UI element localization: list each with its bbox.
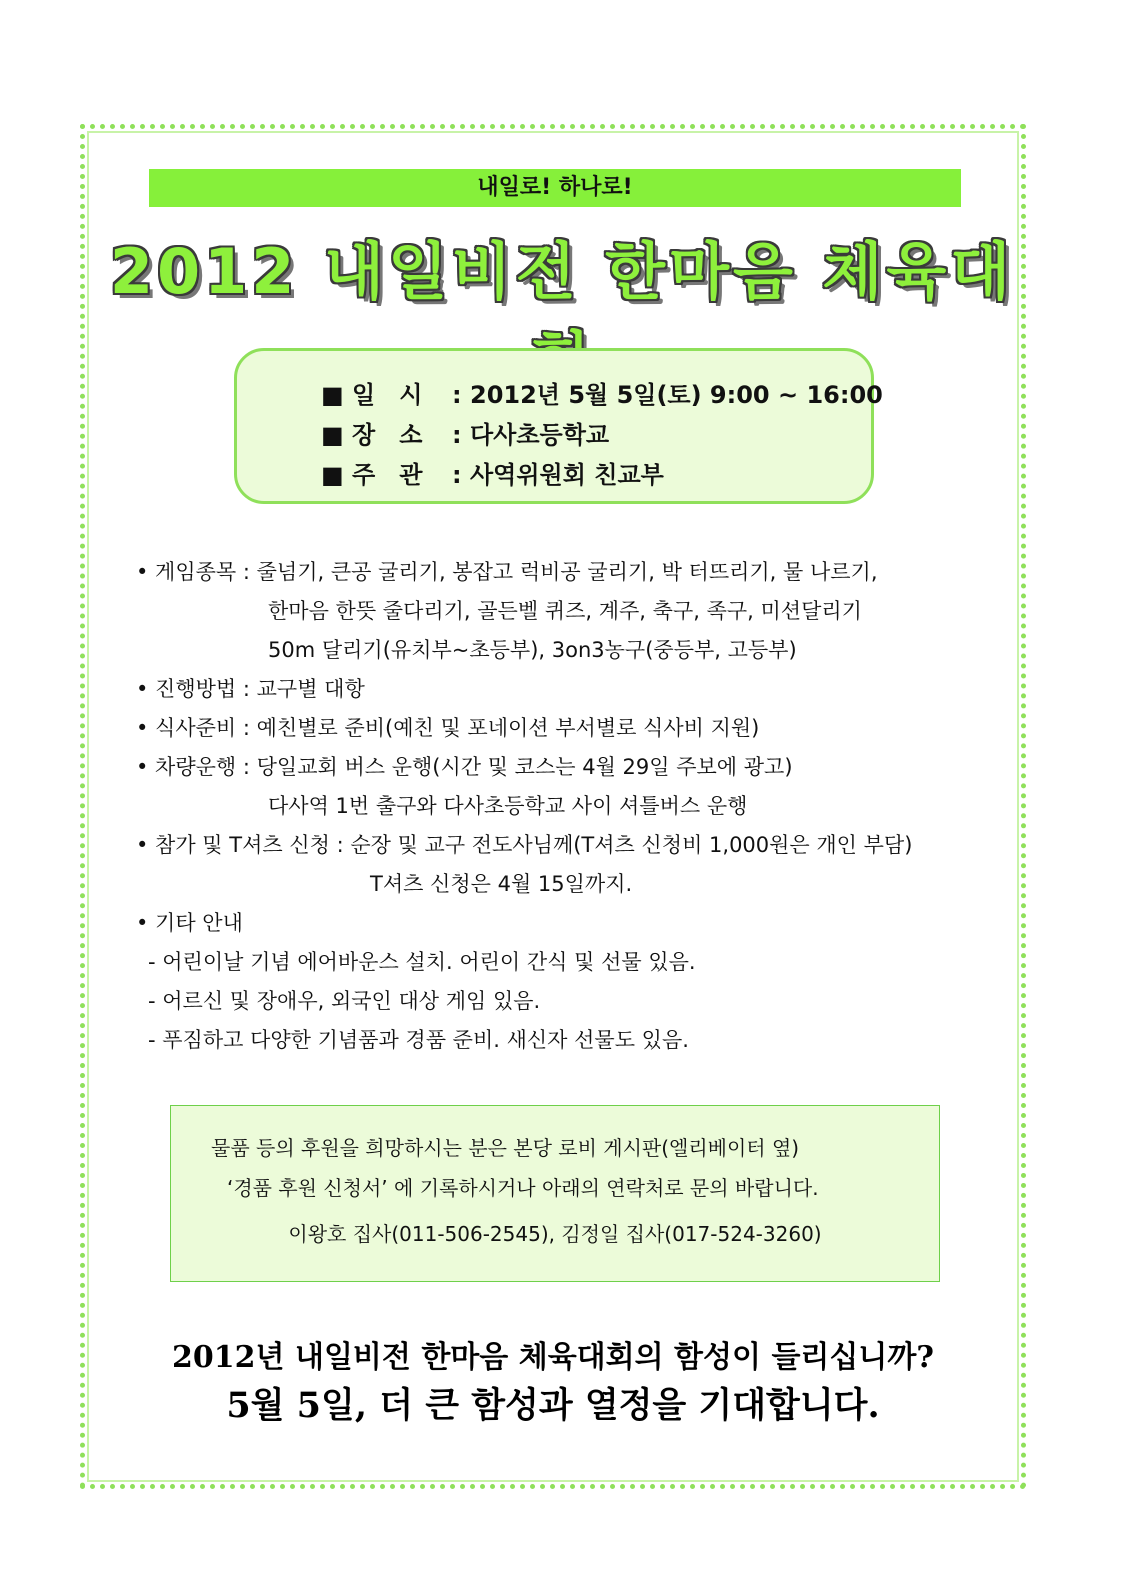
event-info-box (234, 348, 883, 504)
square-bullet-icon: ■ (321, 461, 344, 489)
info-place (321, 415, 609, 450)
games-line-3: 50m 달리기(유치부~초등부), 3on3농구(중등부, 고등부) (268, 638, 797, 662)
info-date-value: : 2012년 5월 5일(토) 9:00 ~ 16:00 (452, 381, 883, 409)
vehicle-line-2: 다사역 1번 출구와 다사초등학교 사이 셔틀버스 운행 (268, 794, 748, 818)
vehicle-line-1: • 차량운행 : 당일교회 버스 운행(시간 및 코스는 4월 29일 주보에 광고) (136, 755, 793, 779)
games-line-1: • 게임종목 : 줄넘기, 큰공 굴리기, 봉잡고 럭비공 굴리기, 박 터뜨리기, 물 나르기, (136, 560, 878, 584)
games-line-2: 한마음 한뜻 줄다리기, 골든벨 퀴즈, 계주, 축구, 족구, 미션달리기 (268, 599, 862, 623)
square-bullet-icon: ■ (321, 381, 344, 409)
meal-line: • 식사준비 : 예친별로 준비(예친 및 포네이션 부서별로 식사비 지원) (136, 716, 760, 740)
etc-line-3: - 푸짐하고 다양한 기념품과 경품 준비. 새신자 선물도 있음. (148, 1028, 689, 1052)
info-place-value: : 다사초등학교 (452, 421, 610, 449)
etc-title: • 기타 안내 (136, 911, 243, 935)
info-date (321, 375, 883, 410)
closing-line-1: 2012년 내일비전 한마음 체육대회의 함성이 들리십니까? (172, 1340, 934, 1375)
info-date-label: 일 시 (352, 381, 423, 409)
method-line: • 진행방법 : 교구별 대항 (136, 677, 365, 701)
info-host (321, 455, 664, 490)
info-host-value: : 사역위원회 친교부 (452, 461, 664, 489)
info-host-label: 주 관 (352, 461, 423, 489)
event-title: 2012 내일비전 한마음 체육대 (109, 235, 1015, 308)
support-contacts: 이왕호 집사(011-506-2545), 김정일 집사(017-524-3260) (288, 1222, 822, 1246)
info-place-label: 장 소 (352, 421, 423, 449)
support-line-1: 물품 등의 후원을 희망하시는 분은 본당 로비 게시판(엘리베이터 옆) (211, 1136, 800, 1160)
square-bullet-icon: ■ (321, 421, 344, 449)
closing-line-2: 5월 5일, 더 큰 함성과 열정을 기대합니다. (226, 1385, 880, 1426)
sponsorship-notice (170, 1105, 940, 1282)
tshirt-line-1: • 참가 및 T셔츠 신청 : 순장 및 교구 전도사님께(T셔츠 신청비 1,000원은 개인 부담) (136, 833, 913, 857)
etc-line-2: - 어르신 및 장애우, 외국인 대상 게임 있음. (148, 989, 541, 1013)
etc-line-1: - 어린이날 기념 에어바운스 설치. 어린이 간식 및 선물 있음. (148, 950, 696, 974)
slogan-banner: 내일로! 하나로! (149, 169, 961, 207)
support-line-2: ‘경품 후원 신청서’ 에 기록하시거나 아래의 연락처로 문의 바랍니다. (227, 1176, 819, 1200)
tshirt-line-2: T셔츠 신청은 4월 15일까지. (370, 872, 633, 896)
